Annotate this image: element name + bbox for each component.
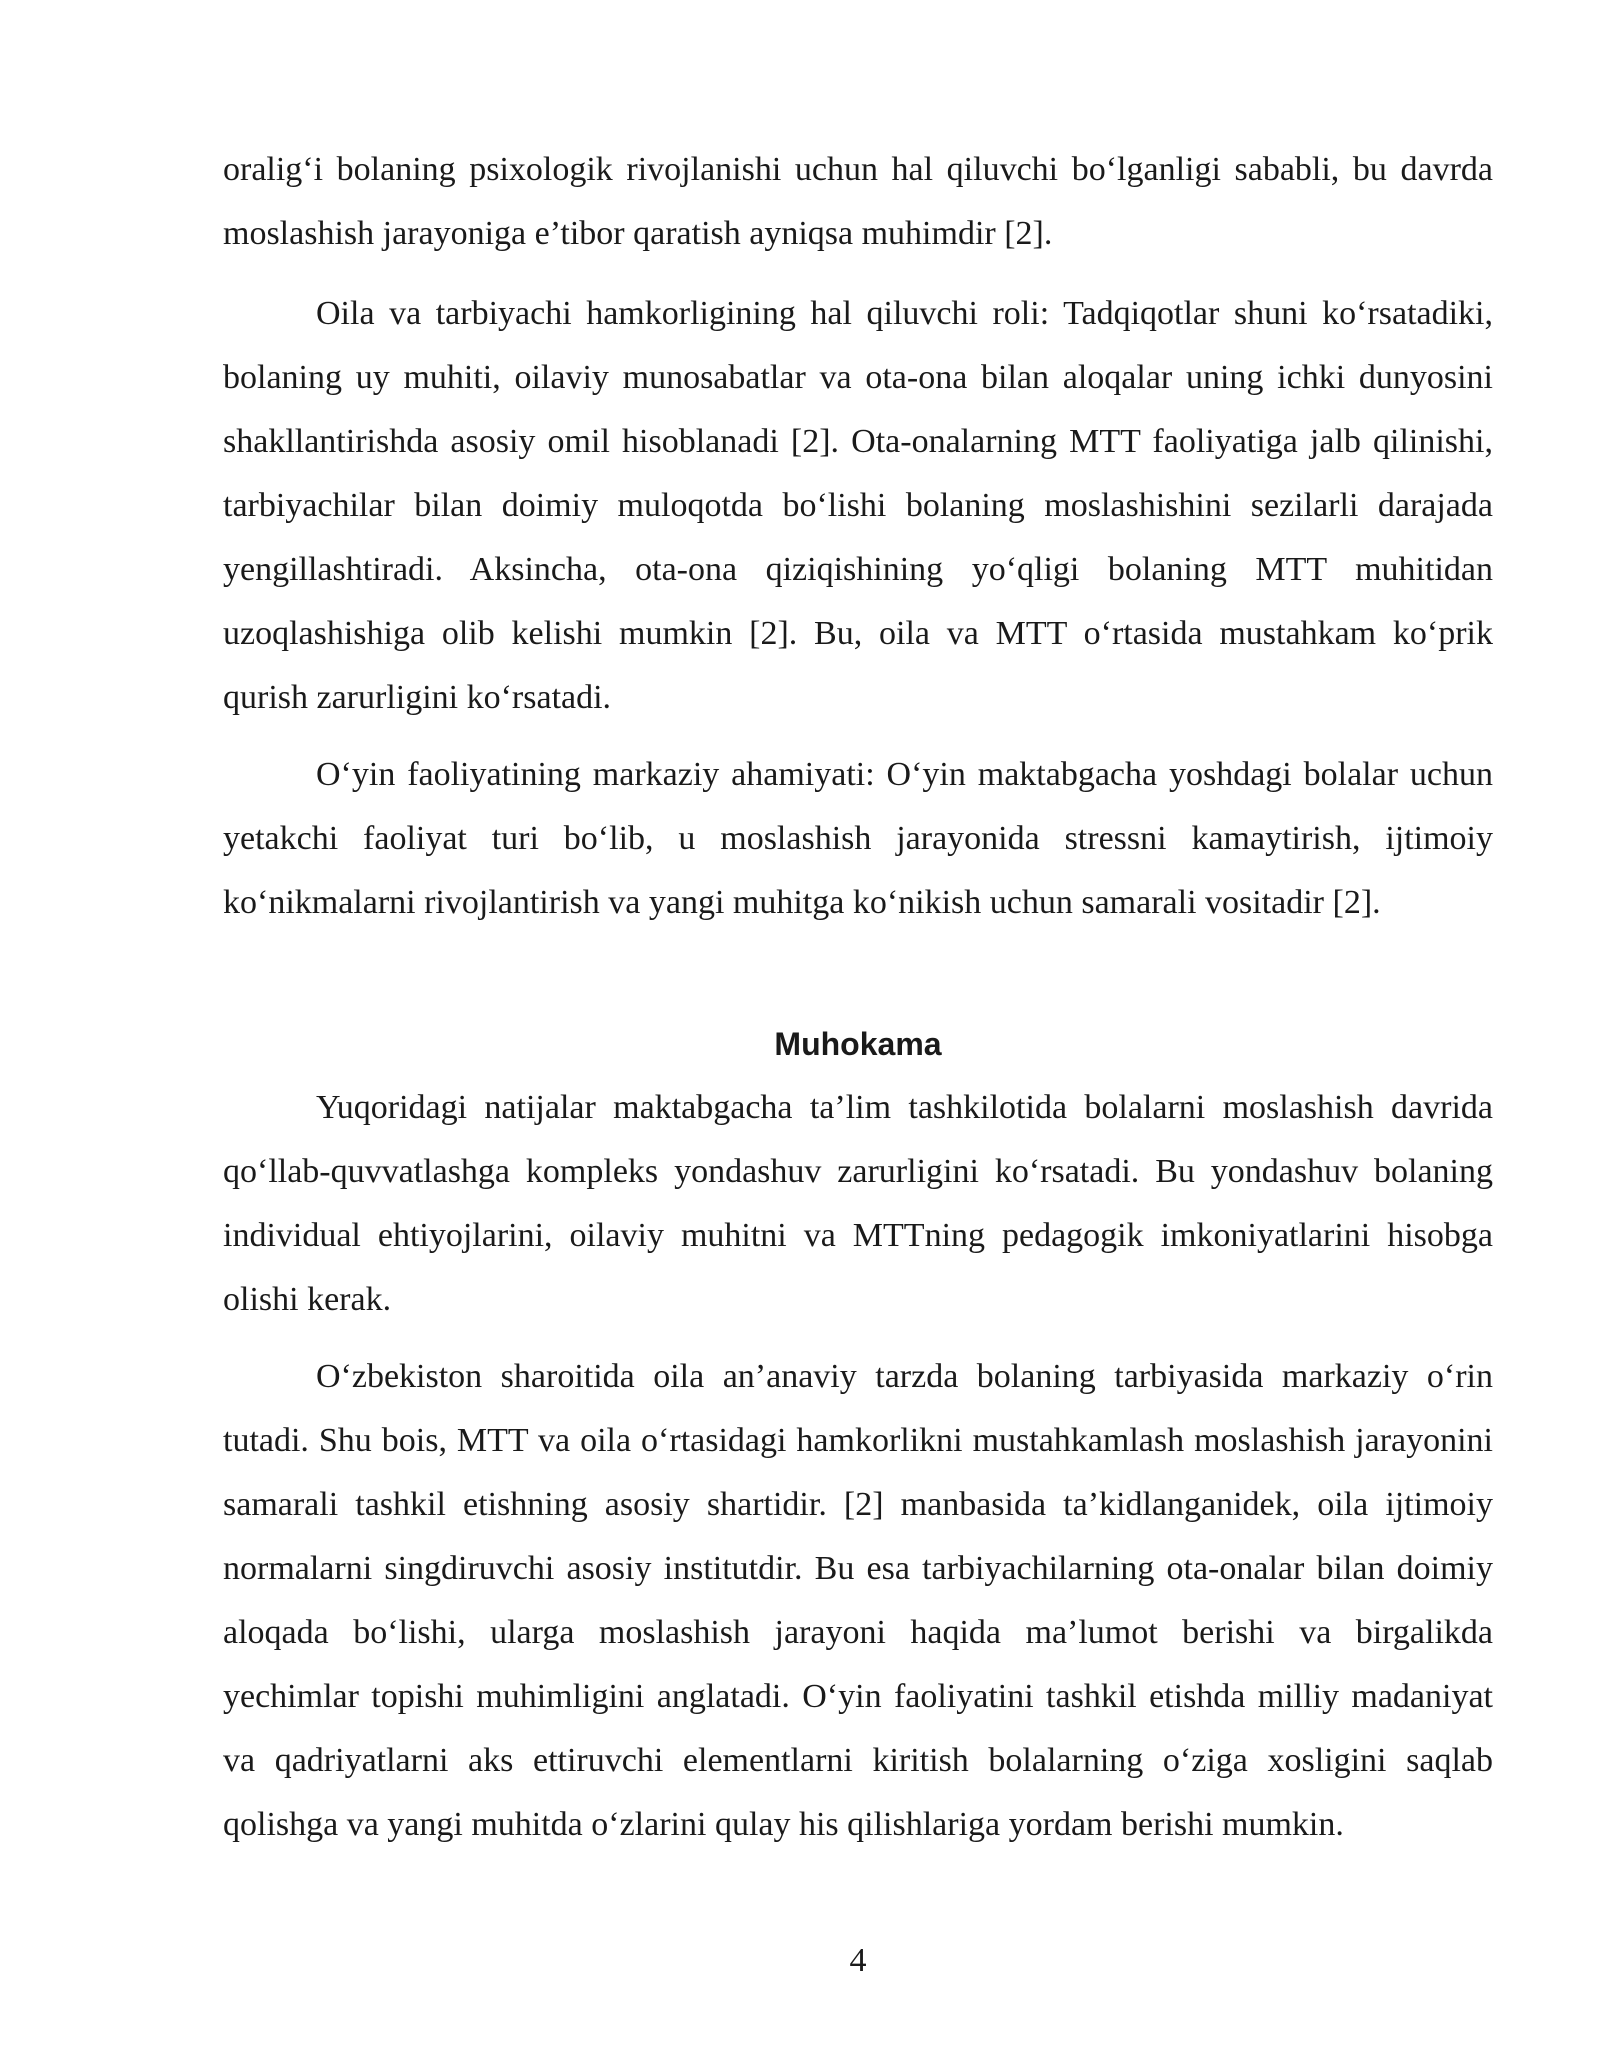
- paragraph-family-collaboration: Oila va tarbiyachi hamkorligining hal qiluvchi roli: Tadqiqotlar shuni ko‘rsatadiki, bolaning uy muhiti, oilaviy munosabatlar va ota-ona bilan aloqalar uning ichki dunyosini shakllantirishda asosiy omil hisoblanadi [2]. Ota-onalarning MTT faoliyatiga jalb qilinishi, tarbiyachilar bilan doimiy muloqotda bo‘lishi bolaning moslashishini sezilarli darajada yengillashtiradi. Aksincha, ota-ona qiziqishining yo‘qligi bolaning MTT muhitidan uzoqlashishiga olib kelishi mumkin [2]. Bu, oila va MTT o‘rtasida mustahkam ko‘prik qurish zarurligini ko‘rsatadi.: [223, 295, 1493, 716]
- page-number: 4: [849, 1942, 867, 1979]
- paragraph-discussion-intro: Yuqoridagi natijalar maktabgacha ta’lim tashkilotida bolalarni moslashish davrida qo‘llab-quvvatlashga kompleks yondashuv zarurligini ko‘rsatadi. Bu yondashuv bolaning individual ehtiyojlarini, oilaviy muhitni va MTTning pedagogik imkoniyatlarini hisobga olishi kerak.: [223, 1089, 1493, 1318]
- section-heading: Muhokama: [774, 1026, 942, 1062]
- paragraph-continuation: oralig‘i bolaning psixologik rivojlanishi uchun hal qiluvchi bo‘lganligi sababli, bu davrda moslashish jarayoniga e’tibor qaratish ayniqsa muhimdir [2].: [223, 151, 1493, 252]
- paragraph-uzbekistan-context: O‘zbekiston sharoitida oila an’anaviy tarzda bolaning tarbiyasida markaziy o‘rin tutadi. Shu bois, MTT va oila o‘rtasidagi hamkorlikni mustahkamlash moslashish jarayonini samarali tashkil etishning asosiy shartidir. [2] manbasida ta’kidlanganidek, oila ijtimoiy normalarni singdiruvchi asosiy institutdir. Bu esa tarbiyachilarning ota-onalar bilan doimiy aloqada bo‘lishi, ularga moslashish jarayoni haqida ma’lumot berishi va birgalikda yechimlar topishi muhimligini anglatadi. O‘yin faoliyatini tashkil etishda milliy madaniyat va qadriyatlarni aks ettiruvchi elementlarni kiritish bolalarning o‘ziga xosligini saqlab qolishga va yangi muhitda o‘zlarini qulay his qilishlariga yordam berishi mumkin.: [223, 1358, 1493, 1843]
- paragraph-play-activity: O‘yin faoliyatining markaziy ahamiyati: O‘yin maktabgacha yoshdagi bolalar uchun yetakchi faoliyat turi bo‘lib, u moslashish jarayonida stressni kamaytirish, ijtimoiy ko‘nikmalarni rivojlantirish va yangi muhitga ko‘nikish uchun samarali vositadir [2].: [223, 756, 1493, 921]
